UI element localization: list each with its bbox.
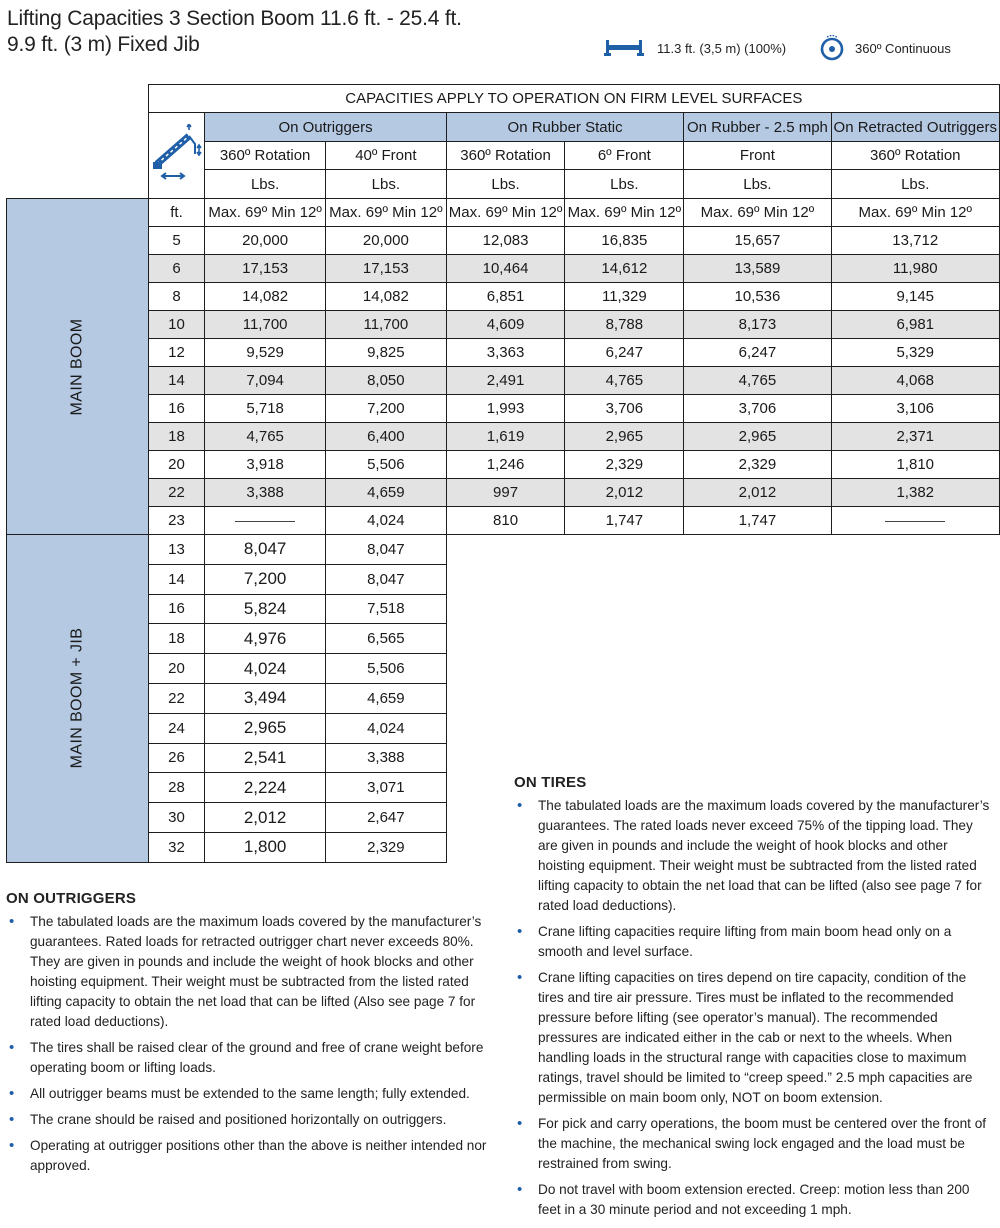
radius-cell: 28 — [148, 773, 205, 803]
capacity-cell: 5,824 — [205, 594, 326, 624]
boom-angle-icon — [151, 124, 203, 184]
table-row — [7, 367, 1000, 395]
capacity-cell: 3,918 — [205, 451, 326, 479]
table-row — [7, 395, 1000, 423]
page-title — [7, 6, 462, 58]
boom-angle-cell — [148, 113, 205, 199]
unit-cell: Lbs. — [446, 170, 565, 199]
capacity-cell: 1,747 — [565, 507, 684, 535]
radius-cell: 32 — [148, 832, 205, 862]
rotation-text: 360º Continuous — [855, 40, 951, 56]
angle-range: Max. 69º Min 12º — [831, 199, 1000, 227]
capacity-cell: 1,747 — [684, 507, 831, 535]
group-on-rubber-static: On Rubber Static — [446, 113, 684, 142]
capacity-cell: 7,200 — [205, 564, 326, 594]
capacity-cell: 13,712 — [831, 227, 1000, 255]
capacity-cell: 6,565 — [325, 624, 446, 654]
capacity-cell: 15,657 — [684, 227, 831, 255]
subheader: 360º Rotation — [831, 142, 1000, 170]
capacity-cell: 8,047 — [205, 535, 326, 565]
capacity-cell: 1,246 — [446, 451, 565, 479]
unit-cell: Lbs. — [831, 170, 1000, 199]
unit-cell: Lbs. — [684, 170, 831, 199]
table-row — [7, 743, 1000, 773]
radius-cell: 20 — [148, 654, 205, 684]
capacity-cell: 5,718 — [205, 395, 326, 423]
angle-range: Max. 69º Min 12º — [325, 199, 446, 227]
table-row — [7, 713, 1000, 743]
blank-area — [446, 624, 999, 654]
no-value-dash — [885, 521, 945, 522]
group-on-outriggers: On Outriggers — [205, 113, 446, 142]
note-item: • For pick and carry operations, the boom must be centered over the front of the machine, the mechanical swing lock engaged and the load must be restrained from swing. — [514, 1114, 994, 1174]
blank-area — [446, 564, 999, 594]
capacity-cell: 3,106 — [831, 395, 1000, 423]
capacity-cell: 3,388 — [205, 479, 326, 507]
capacity-cell — [831, 507, 1000, 535]
group-on-rubber-2-5-mph: On Rubber - 2.5 mph — [684, 113, 831, 142]
note-item: • The tabulated loads are the maximum loads covered by the manufacturer’s guarantees. Rated loads for retracted outrigger chart never exceeds 80%. They are given in pounds and include the weight of hook blocks and other hoisting equipment. Their weight must be subtracted from the listed rated lifting capacity to obtain the net load that can be lifted (Also see page 7 for rated load deductions). — [6, 912, 492, 1032]
capacity-cell: 9,145 — [831, 283, 1000, 311]
group-on-retracted-outriggers: On Retracted Outriggers — [831, 113, 1000, 142]
subheader: 40º Front — [325, 142, 446, 170]
angle-range: Max. 69º Min 12º — [684, 199, 831, 227]
note-item: • The tabulated loads are the maximum loads covered by the manufacturer’s guarantees. The rated loads never exceed 75% of the tipping load. They are given in pounds and include the weight of hook blocks and other hoisting equipment. Their weight must be subtracted from the listed rated lifting capacity to obtain the net load that can be lifted (also see page 7 for rated load deductions). — [514, 796, 994, 916]
capacity-cell: 11,700 — [205, 311, 326, 339]
capacity-cell: 8,788 — [565, 311, 684, 339]
unit-cell: Lbs. — [565, 170, 684, 199]
table-row — [7, 311, 1000, 339]
outrigger-spread-legend — [604, 36, 786, 60]
title-line-1: Lifting Capacities 3 Section Boom 11.6 ft. - 25.4 ft. — [7, 7, 462, 30]
capacity-cell: 8,047 — [325, 535, 446, 565]
radius-cell: 18 — [148, 624, 205, 654]
angle-range: Max. 69º Min 12º — [565, 199, 684, 227]
radius-cell: 8 — [148, 283, 205, 311]
capacity-cell: 6,851 — [446, 283, 565, 311]
note-item: • All outrigger beams must be extended to the same length; fully extended. — [6, 1084, 492, 1104]
capacity-cell: 2,329 — [565, 451, 684, 479]
note-item: • Crane lifting capacities require lifting from main boom head only on a smooth and level surface. — [514, 922, 994, 962]
capacity-cell: 1,382 — [831, 479, 1000, 507]
table-row — [7, 255, 1000, 283]
table-row — [7, 283, 1000, 311]
blank-area — [446, 535, 999, 565]
capacity-cell: 13,589 — [684, 255, 831, 283]
table-row — [7, 564, 1000, 594]
capacity-cell: 2,329 — [325, 832, 446, 862]
blank-area — [446, 594, 999, 624]
capacity-cell: 4,765 — [684, 367, 831, 395]
capacity-cell: 7,094 — [205, 367, 326, 395]
note-item: • Do not travel with boom extension erected. Creep: motion less than 200 feet in a 30 minute period and not exceeding 1 mph. — [514, 1180, 994, 1220]
note-item: • The crane should be raised and positioned horizontally on outriggers. — [6, 1110, 492, 1130]
capacity-cell: 11,980 — [831, 255, 1000, 283]
capacity-cell: 4,024 — [205, 654, 326, 684]
capacity-cell: 997 — [446, 479, 565, 507]
capacity-cell: 5,506 — [325, 654, 446, 684]
radius-cell: 22 — [148, 479, 205, 507]
outrigger-spread-text: 11.3 ft. (3,5 m) (100%) — [657, 40, 787, 56]
rotation-icon — [819, 35, 845, 61]
capacity-cell: 8,047 — [325, 564, 446, 594]
table-row — [7, 423, 1000, 451]
radius-cell: 13 — [148, 535, 205, 565]
capacity-cell: 4,976 — [205, 624, 326, 654]
radius-cell: 5 — [148, 227, 205, 255]
capacity-cell: 6,247 — [684, 339, 831, 367]
rotation-legend — [819, 36, 951, 60]
capacity-cell: 2,012 — [565, 479, 684, 507]
subheader: 6º Front — [565, 142, 684, 170]
radius-cell: 14 — [148, 564, 205, 594]
radius-cell: 14 — [148, 367, 205, 395]
capacity-table — [6, 84, 1000, 863]
capacity-cell: 2,647 — [325, 803, 446, 833]
capacity-cell — [205, 507, 326, 535]
capacity-cell: 20,000 — [205, 227, 326, 255]
outrigger-spread-icon — [604, 38, 644, 58]
main-boom-jib-label: MAIN BOOM + JIB — [68, 628, 86, 769]
title-line-2: 9.9 ft. (3 m) Fixed Jib — [7, 33, 200, 56]
capacity-cell: 5,506 — [325, 451, 446, 479]
blank-area — [446, 743, 999, 773]
radius-cell: 12 — [148, 339, 205, 367]
radius-cell: 16 — [148, 594, 205, 624]
main-boom-side-label — [7, 199, 149, 535]
blank-area — [446, 683, 999, 713]
capacity-cell: 6,247 — [565, 339, 684, 367]
capacity-cell: 6,400 — [325, 423, 446, 451]
blank-area — [446, 654, 999, 684]
main-boom-jib-side-label — [7, 535, 149, 863]
capacity-cell: 7,518 — [325, 594, 446, 624]
table-row — [7, 227, 1000, 255]
capacity-cell: 3,706 — [684, 395, 831, 423]
notes-outriggers-list — [6, 912, 492, 1176]
note-item: • Operating at outrigger positions other than the above is neither intended nor approved. — [6, 1136, 492, 1176]
radius-cell: 30 — [148, 803, 205, 833]
capacity-cell: 4,765 — [205, 423, 326, 451]
capacity-cell: 2,541 — [205, 743, 326, 773]
capacity-cell: 2,012 — [684, 479, 831, 507]
notes-on-outriggers — [6, 889, 492, 1182]
capacity-cell: 1,619 — [446, 423, 565, 451]
radius-cell: 10 — [148, 311, 205, 339]
capacity-cell: 12,083 — [446, 227, 565, 255]
capacity-cell: 3,071 — [325, 773, 446, 803]
table-row — [7, 339, 1000, 367]
capacity-cell: 10,464 — [446, 255, 565, 283]
capacity-cell: 14,082 — [205, 283, 326, 311]
capacity-cell: 4,659 — [325, 683, 446, 713]
notes-on-tires — [514, 773, 994, 1226]
subheader: Front — [684, 142, 831, 170]
capacity-cell: 10,536 — [684, 283, 831, 311]
capacity-cell: 4,068 — [831, 367, 1000, 395]
blank-area — [446, 713, 999, 743]
table-row — [7, 479, 1000, 507]
capacity-cell: 8,173 — [684, 311, 831, 339]
capacity-cell: 2,012 — [205, 803, 326, 833]
angle-range: Max. 69º Min 12º — [446, 199, 565, 227]
capacity-cell: 810 — [446, 507, 565, 535]
capacity-cell: 2,224 — [205, 773, 326, 803]
capacity-cell: 2,491 — [446, 367, 565, 395]
capacity-cell: 14,082 — [325, 283, 446, 311]
table-row — [7, 624, 1000, 654]
notes-tires-heading: ON TIRES — [514, 774, 587, 791]
capacity-cell: 4,609 — [446, 311, 565, 339]
no-value-dash — [235, 521, 295, 522]
radius-cell: 6 — [148, 255, 205, 283]
subheader: 360º Rotation — [446, 142, 565, 170]
capacity-cell: 7,200 — [325, 395, 446, 423]
table-row — [7, 683, 1000, 713]
radius-unit: ft. — [148, 199, 205, 227]
angle-range: Max. 69º Min 12º — [205, 199, 326, 227]
radius-cell: 26 — [148, 743, 205, 773]
unit-cell: Lbs. — [325, 170, 446, 199]
capacity-cell: 9,529 — [205, 339, 326, 367]
capacity-cell: 2,965 — [684, 423, 831, 451]
table-row — [7, 451, 1000, 479]
subheader: 360º Rotation — [205, 142, 326, 170]
capacity-cell: 5,329 — [831, 339, 1000, 367]
capacity-cell: 20,000 — [325, 227, 446, 255]
radius-cell: 23 — [148, 507, 205, 535]
capacity-cell: 4,659 — [325, 479, 446, 507]
capacity-cell: 11,329 — [565, 283, 684, 311]
radius-cell: 18 — [148, 423, 205, 451]
table-row — [7, 535, 1000, 565]
capacity-cell: 1,800 — [205, 832, 326, 862]
table-row — [7, 594, 1000, 624]
capacity-cell: 11,700 — [325, 311, 446, 339]
capacity-cell: 16,835 — [565, 227, 684, 255]
radius-cell: 22 — [148, 683, 205, 713]
unit-cell: Lbs. — [205, 170, 326, 199]
capacity-cell: 4,024 — [325, 507, 446, 535]
notes-outriggers-heading: ON OUTRIGGERS — [6, 890, 137, 907]
capacity-cell: 2,965 — [565, 423, 684, 451]
radius-cell: 16 — [148, 395, 205, 423]
capacity-cell: 14,612 — [565, 255, 684, 283]
capacity-cell: 17,153 — [325, 255, 446, 283]
main-boom-label: MAIN BOOM — [68, 318, 86, 415]
radius-cell: 24 — [148, 713, 205, 743]
capacity-cell: 1,810 — [831, 451, 1000, 479]
capacity-cell: 3,388 — [325, 743, 446, 773]
note-item: • The tires shall be raised clear of the ground and free of crane weight before operating boom or lifting loads. — [6, 1038, 492, 1078]
table-row — [7, 507, 1000, 535]
notes-tires-list — [514, 796, 994, 1220]
capacity-cell: 3,494 — [205, 683, 326, 713]
capacity-cell: 1,993 — [446, 395, 565, 423]
capacity-cell: 4,024 — [325, 713, 446, 743]
capacity-cell: 2,965 — [205, 713, 326, 743]
capacity-cell: 6,981 — [831, 311, 1000, 339]
capacity-cell: 2,329 — [684, 451, 831, 479]
table-banner: CAPACITIES APPLY TO OPERATION ON FIRM LEVEL SURFACES — [148, 85, 999, 113]
capacity-cell: 3,706 — [565, 395, 684, 423]
capacity-cell: 8,050 — [325, 367, 446, 395]
note-item: • Crane lifting capacities on tires depend on tire capacity, condition of the tires and tire air pressure. Tires must be inflated to the recommended pressure before lifting (see operator’s manual). The recommended pressures are indicated either in the cab or next to the wheels. When handling loads in the structural range with capacities close to maximum ratings, travel should be limited to “creep speed.” 2.5 mph capacities are permissible on main boom only, NOT on boom extension. — [514, 968, 994, 1108]
capacity-cell: 4,765 — [565, 367, 684, 395]
capacity-cell: 9,825 — [325, 339, 446, 367]
radius-cell: 20 — [148, 451, 205, 479]
table-row — [7, 654, 1000, 684]
capacity-cell: 2,371 — [831, 423, 1000, 451]
capacity-cell: 3,363 — [446, 339, 565, 367]
capacity-cell: 17,153 — [205, 255, 326, 283]
